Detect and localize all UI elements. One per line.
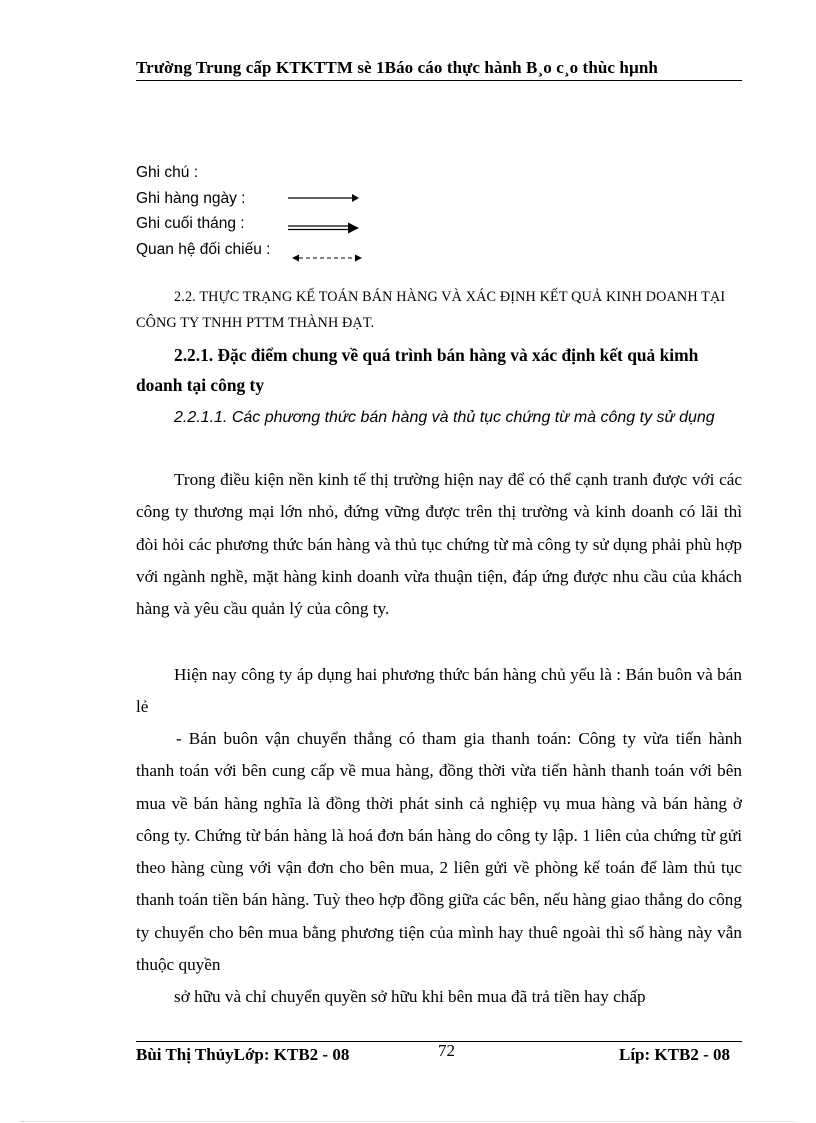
page-number: 72 [438, 1041, 455, 1060]
paragraph-4: sở hữu và chỉ chuyển quyền sở hữu khi bên mua đã trả tiền hay chấp [174, 987, 646, 1006]
subsection-heading: 2.2.1. Đặc điểm chung về quá trình bán hàng và xác định kết quả kimh doanh tại công ty [136, 345, 699, 395]
legend-monthly-row [136, 211, 270, 237]
legend-daily-label: Ghi hàng ngày : [136, 189, 246, 207]
section-heading: 2.2. THỰC TRẠNG KẾ TOÁN BÁN HÀNG VÀ XÁC ĐỊNH KẾT QUẢ KINH DOANH TẠI CÔNG TY TNHH PTTM THÀNH ĐẠT. [136, 289, 726, 331]
subsubsection-heading: 2.2.1.1. Các phương thức bán hàng và thủ tục chứng từ mà công ty sử dụng [174, 409, 715, 426]
legend-title: Ghi chú : [136, 164, 199, 181]
legend-monthly-label: Ghi cuối tháng : [136, 215, 245, 232]
legend [136, 160, 270, 262]
paragraph-2: Hiện nay công ty áp dụng hai phương thức bán hàng chủ yếu là : Bán buôn và bán lẻ [136, 665, 742, 717]
page-edge-divider [20, 1121, 796, 1122]
legend-daily-row [136, 186, 270, 212]
single-arrow-icon [288, 192, 360, 204]
dashed-bidirectional-arrow-icon [292, 252, 364, 264]
paragraph-1: Trong điều kiện nền kinh tế thị trường hiện nay để có thể cạnh tranh được với các công ty thương mại lớn nhỏ, đứng vững được trên thị trường và kinh doanh có lãi thì đòi hỏi các phương thức bán hàng và thủ tục chứng từ mà công ty sử dụng phải phù hợp với ngành nghề, mặt hàng kinh doanh vừa thuận tiện, đáp ứng được nhu cầu của khách hàng và yêu cầu quản lý của công ty. [136, 470, 742, 619]
paragraph-3: - Bán buôn vận chuyển thẳng có tham gia thanh toán: Công ty vừa tiến hành thanh toán với bên cung cấp về mua hàng, đồng thời vừa tiến hành thanh toán với bên mua về bán hàng nghĩa là đồng thời phát sinh cả nghiệp vụ mua hàng và bán hàng ở công ty. Chứng từ bán hàng là hoá đơn bán hàng do công ty lập. 1 liên của chứng từ gửi theo hàng cùng với vận đơn cho bên mua, 2 liên gửi về phòng kế toán để làm thủ tục thanh toán tiền bán hàng. Tuỳ theo hợp đồng giữa các bên, nếu hàng giao thẳng do công ty chuyển cho bên mua bằng phương tiện của mình hay thuê ngoài thì số hàng này vẫn thuộc quyền [136, 729, 742, 975]
legend-reconcile-row [136, 237, 270, 263]
legend-reconcile-label: Quan hệ đối chiếu : [136, 240, 271, 258]
page-header: Trường Trung cấp KTKTTM sè 1Báo cáo thực hành B¸o c¸o thùc hµnh [136, 58, 742, 81]
double-arrow-icon [288, 221, 360, 235]
footer-author: Bùi Thị ThủyLớp: KTB2 - 08 [136, 1045, 350, 1064]
footer-class: Líp: KTB2 - 08 [619, 1045, 730, 1064]
